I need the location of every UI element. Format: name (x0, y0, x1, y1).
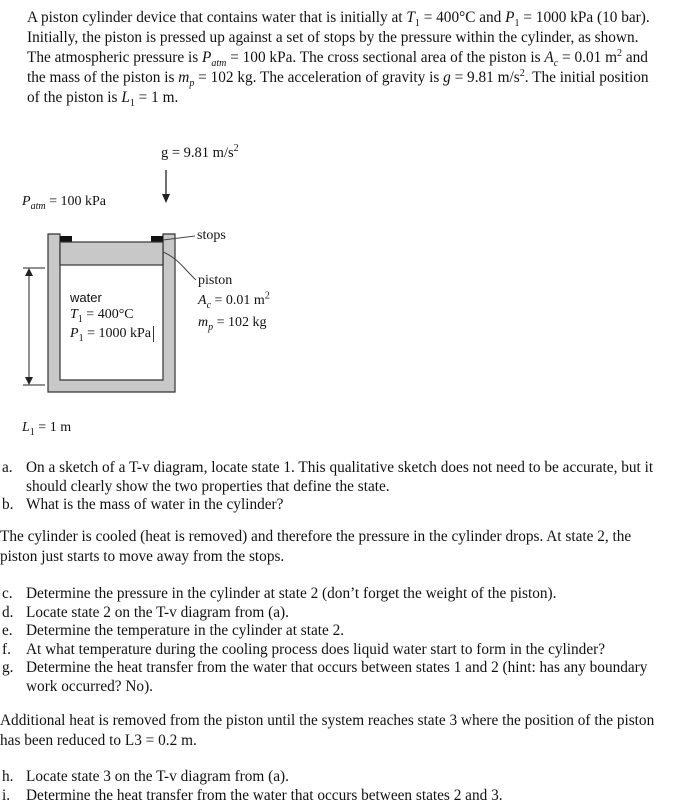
gravity-label: g = 9.81 $m/s^2$ (161, 143, 239, 161)
state-2-paragraph: The cylinder is cooled (heat is removed) and therefore the pressure in the cylinder drops. At state 2, the piston just starts to move away from the stops. (0, 528, 632, 565)
question-item: f. At what temperature during the cooling process does liquid water start to form in the cylinder? (2, 640, 605, 658)
question-item: c. Determine the pressure in the cylinder at state 2 (don’t forget the weight of the piston). (2, 585, 557, 602)
piston-label: piston (198, 273, 233, 288)
question-item: d. Locate state 2 on the T-v diagram from (a). (2, 603, 289, 621)
gravity-arrow-head (162, 194, 170, 203)
p1-label: $P_1 = 1000$ kPa (70, 326, 154, 342)
piston-cylinder-diagram (0, 140, 681, 440)
state-3-paragraph: Additional heat is removed from the piston until the system reaches state 3 where the position of the piston has been reduced to L3 = 0.2 m. (0, 712, 655, 749)
piston-area-label: $A_c = 0.01$ $m^2$ (198, 290, 270, 311)
question-item: e. Determine the temperature in the cylinder at state 2. (2, 622, 345, 639)
question-list-2 (0, 585, 670, 696)
l1-arrow-up (25, 268, 33, 276)
question-item: b. What is the mass of water in the cylinder? (2, 496, 284, 513)
question-item: g. Determine the heat transfer from the water that occurs between states 1 and 2 (hint: has any boundary work occurred? No). (2, 659, 648, 695)
stops-label: stops (197, 228, 226, 243)
diagram-drawing (0, 140, 681, 440)
question-item: a. On a sketch of a T-v diagram, locate state 1. This qualitative sketch does not need to be accurate, but it should clearly show the two properties that define the state. (2, 459, 654, 495)
question-list-1 (0, 459, 670, 515)
question-list-3 (0, 768, 670, 805)
problem-intro: A piston cylinder device that contains water that is initially at $T_1 = 400^\circ C$ and $P_1 = 1000$ kPa (10 bar). Initially, the piston is pressed up against a set of stops by the pressure within the cylinder, as shown. The atmospheric pressure is $P_{atm} = 100$ kPa. The cross sectional area of the piston is $A_c = 0.01$ $m^2$ and the mass of the piston is $m_p = 102$ kg. The acceleration of gravity is g = 9.81 $m/s^2$. The initial position of the piston is $L_1 = 1$ m. (27, 9, 650, 110)
water-label: water (70, 290, 102, 305)
l1-arrow-down (25, 377, 33, 385)
t1-label: $T_1 = 400^\circ C$ (70, 307, 134, 325)
patm-label: $P_{atm} = 100$ kPa (22, 194, 106, 212)
piston-mass-label: $m_p = 102$ kg (198, 315, 267, 333)
l1-label: $L_1 = 1$ m (22, 420, 72, 438)
question-item: i. Determine the heat transfer from the water that occurs between states 2 and 3. (2, 786, 503, 804)
piston-block (60, 242, 163, 265)
question-item: h. Locate state 3 on the T-v diagram from (a). (2, 768, 289, 785)
